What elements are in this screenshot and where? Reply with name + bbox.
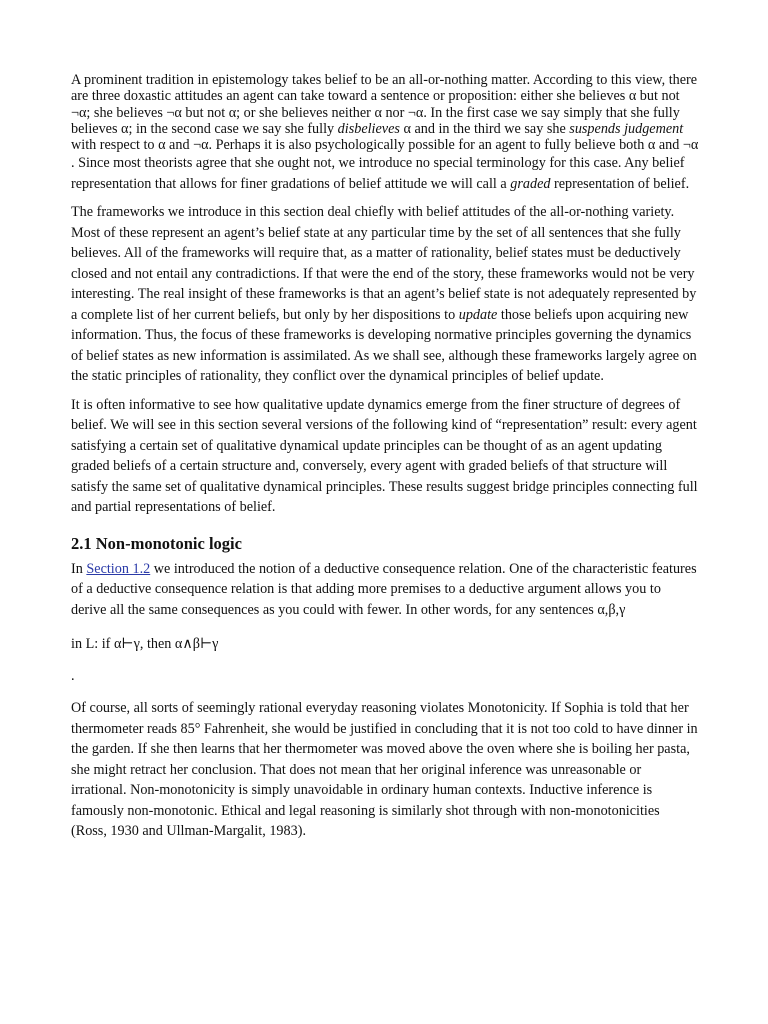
emphasis-graded: graded: [510, 175, 551, 192]
paragraph-representation: It is often informative to see how qualitative update dynamics emerge from the finer structure of degrees of belief. We will see in this section several versions of the following kind of “representation” result: every agent satisfying a certain set of qualitative dynamical update principles can be thought of as an agent updating graded beliefs of a certain structure and, conversely, every agent with graded beliefs of that structure will satisfy the same set of qualitative dynamical principles. These results suggest bridge principles connecting full and partial representations of belief.: [71, 396, 698, 516]
text-run: those beliefs upon acquiring new information. Thus, the focus of these frameworks is developing normative principles governing the dynamics of belief states as new information is assimilated. As we shall see, although these frameworks largely agree on the static principles of rationality, they conflict over the dynamical principles of belief update.: [71, 306, 697, 385]
paragraph-intro: [71, 72, 699, 153]
text-run: The frameworks we introduce in this section deal chiefly with belief attitudes of the all-or-nothing variety. Most of these represent an agent’s belief state at any particular time by the set of all sentences that she fully believes. All of the frameworks will require that, as a matter of rationality, belief states must be deductively closed and not entail any contradictions. If that were the end of the story, these frameworks would not be very interesting. The real insight of these frameworks is that an agent’s belief state is not adequately represented by a complete list of her current beliefs, but only by her dispositions to: [71, 204, 697, 323]
text-run: representation of belief.: [550, 175, 690, 192]
emphasis-disbelieves: disbelieves: [337, 120, 400, 137]
paragraph-consequence: [71, 559, 699, 621]
paragraph-intro-continued: [71, 153, 699, 194]
text-run: In: [71, 560, 87, 577]
emphasis-update: update: [458, 306, 498, 323]
section-1-2-link[interactable]: Section 1.2: [86, 560, 151, 577]
text-run: with respect to α and ¬α. Perhaps it is also psychologically possible for an agent to fully believe both α and ¬α: [71, 137, 699, 154]
article-body: [71, 72, 699, 842]
formula-period: .: [71, 668, 75, 685]
text-run: . Since most theorists agree that she ought not, we introduce no special terminology for this case. Any belief representation that allows for finer gradations of belief attitude we will call a: [71, 155, 685, 192]
paragraph-frameworks: [71, 202, 699, 387]
emphasis-suspends-judgement: suspends judgement: [569, 120, 684, 137]
text-run: A prominent tradition in epistemology takes belief to be an all-or-nothing matter. According to this view, there are three doxastic attitudes an agent can take toward a sentence or proposition: either she believes α but not ¬α; she believes ¬α but not α; or she believes neither α nor ¬α. In the first case we say simply that she fully believes α; in the second case we say she fully: [71, 72, 698, 137]
text-run: we introduced the notion of a deductive consequence relation. One of the characteristic features of a deductive consequence relation is that adding more premises to a deductive argument allows you to derive all the same consequences as you could with fewer. In other words, for any sentences α,β,γ: [71, 560, 697, 618]
section-heading: 2.1 Non-monotonic logic: [71, 533, 242, 553]
text-run: α and in the third we say she: [399, 120, 570, 137]
paragraph-non-monotonicity: Of course, all sorts of seemingly rational everyday reasoning violates Monotonicity. If Sophia is told that her thermometer reads 85° Fahrenheit, she would be justified in concluding that it is not too cold to have dinner in the garden. If she then learns that her thermometer was moved above the oven where she is boiling her pasta, she might retract her conclusion. That does not mean that her original inference was unreasonable or irrational. Non-monotonicity is simply unavoidable in ordinary human contexts. Inductive inference is famously non-monotonic. Ethical and legal reasoning is similarly shot through with non-monotonicities (Ross, 1930 and Ullman-Margalit, 1983).: [71, 700, 698, 840]
monotonicity-formula: in L: if α⊢γ, then α∧β⊢γ: [71, 636, 219, 653]
